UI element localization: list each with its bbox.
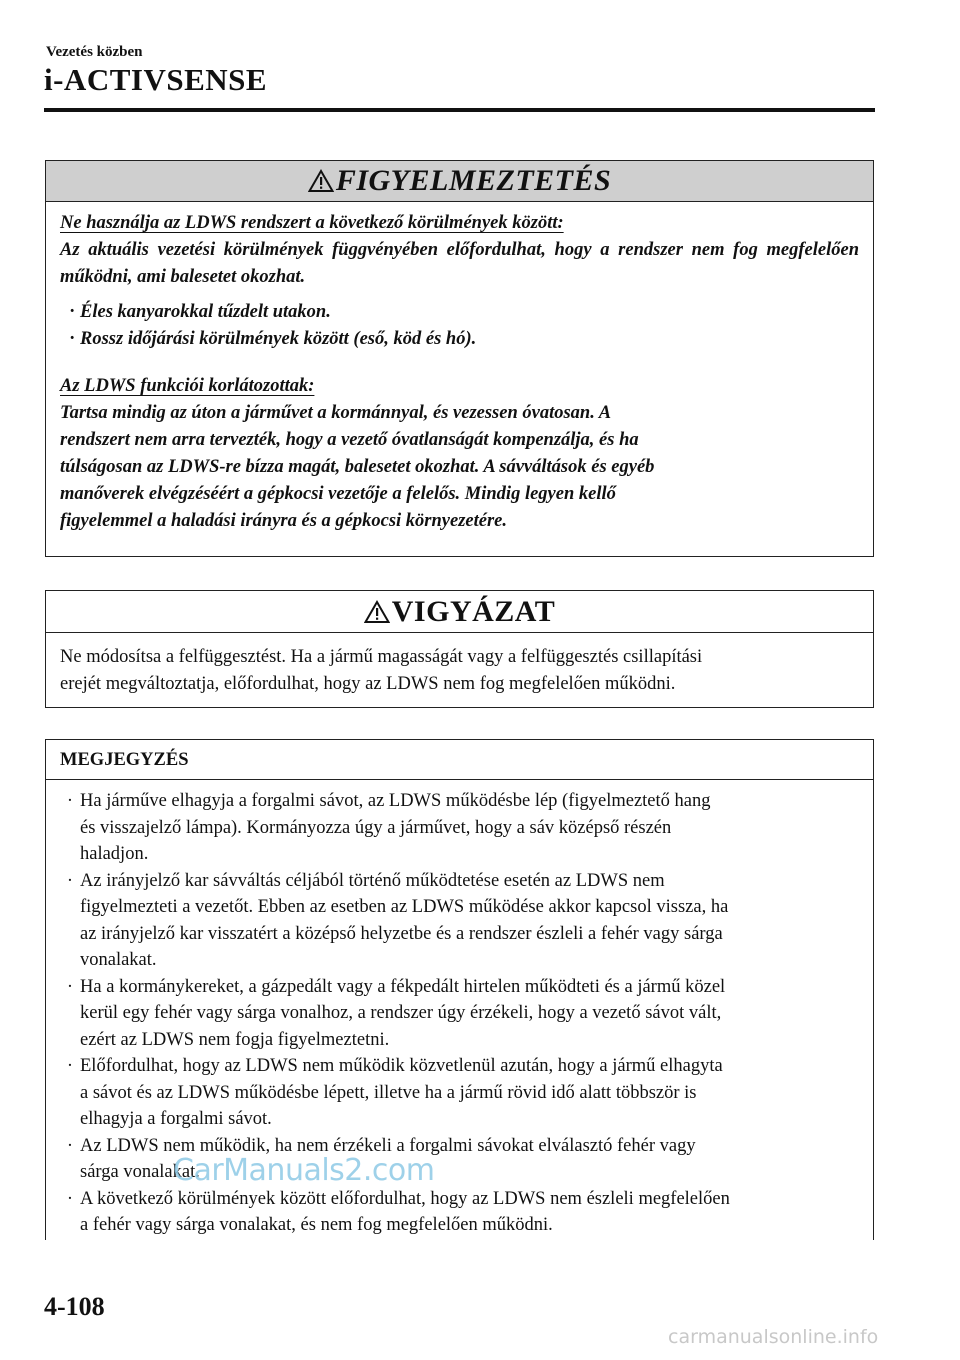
warning-body <box>46 202 873 535</box>
warning-triangle-icon <box>308 169 334 193</box>
warning-text-line: túlságosan az LDWS-re bízza magát, balesetet okozhat. A sávváltások és egyéb <box>60 457 655 477</box>
warning-text-line: figyelemmel a haladási irányra és a gépkocsi környezetére. <box>60 511 508 531</box>
caution-header <box>46 591 873 633</box>
note-title: MEGJEGYZÉS <box>60 750 189 770</box>
caution-triangle-icon <box>364 600 390 624</box>
warning-box <box>45 160 874 557</box>
warning-bullet: · Rossz időjárási körülmények között (eső, köd és hó). <box>69 329 477 349</box>
note-body <box>46 780 873 1239</box>
warning-text-conditions: Az aktuális vezetési körülmények függvényében előfordulhat, hogy a rendszer nem fog megfelelően működni, ami balesetet okozhat. <box>60 240 859 287</box>
note-header <box>46 740 873 780</box>
note-item: · Az LDWS nem működik, ha nem érzékeli a forgalmi sávokat elválasztó fehér vagy sárga vonalakat. <box>66 1135 696 1182</box>
warning-heading-conditions: Ne használja az LDWS rendszert a következő körülmények között: <box>60 213 564 233</box>
note-item: · Ha járműve elhagyja a forgalmi sávot, az LDWS működésbe lép (figyelmeztető hang és visszajelző lámpa). Kormányozza úgy a járművet, hogy a sáv középső részén haladjon. <box>66 791 711 864</box>
note-item: · Ha a kormánykereket, a gázpedált vagy a fékpedált hirtelen működteti és a jármű közel kerül egy fehér vagy sárga vonalhoz, a rendszer úgy érzékeli, hogy a vezető sávot vált, ezért az LDWS nem fogja figyelmeztetni. <box>66 976 726 1050</box>
note-item: · Előfordulhat, hogy az LDWS nem működik közvetlenül azután, hogy a jármű elhagyta a sávot és az LDWS működésbe lépett, illetve ha a jármű rövid idő alatt többször is elhagyja a forgalmi sávot. <box>66 1056 723 1129</box>
watermark-corner: carmanualsonline.info <box>668 1326 879 1348</box>
page-number: 4-108 <box>44 1292 105 1321</box>
warning-text-line: Tartsa mindig az úton a járművet a kormánnyal, és vezessen óvatosan. A <box>60 403 612 423</box>
section-title: i-ACTIVSENSE <box>44 62 268 97</box>
caution-body <box>46 633 873 698</box>
warning-title: FIGYELMEZTETÉS <box>335 164 612 197</box>
note-item: · A következő körülmények között előfordulhat, hogy az LDWS nem észleli megfelelően a fehér vagy sárga vonalakat, és nem fog megfelelően működni. <box>66 1188 730 1235</box>
caution-title: VIGYÁZAT <box>391 595 556 628</box>
note-box <box>45 739 874 1240</box>
title-rule <box>44 108 875 112</box>
warning-text-line: manőverek elvégzéséért a gépkocsi vezetője a felelős. Mindig legyen kellő <box>60 484 616 504</box>
caution-box <box>45 590 874 708</box>
note-item: · Az irányjelző kar sávváltás céljából történő működtetése esetén az LDWS nem figyelmezteti a vezetőt. Ebben az esetben az LDWS működése akkor kapcsol vissza, ha az irányjelző kar visszatért a középső helyzetbe és a rendszer észleli a fehér vagy sárga vonalakat. <box>66 870 729 970</box>
warning-text-line: rendszert nem arra tervezték, hogy a vezető óvatlanságát kompenzálja, és ha <box>60 430 639 450</box>
caution-text-line: erejét megváltoztatja, előfordulhat, hogy az LDWS nem fog megfelelően működni. <box>60 674 676 694</box>
watermark-center: CarManuals2.com <box>173 1153 435 1188</box>
warning-heading-limits: Az LDWS funkciói korlátozottak: <box>60 376 315 396</box>
warning-header <box>46 161 873 202</box>
breadcrumb: Vezetés közben <box>46 44 143 60</box>
caution-text-line: Ne módosítsa a felfüggesztést. Ha a jármű magasságát vagy a felfüggesztés csillapítási <box>60 647 703 667</box>
warning-bullet: · Éles kanyarokkal tűzdelt utakon. <box>69 302 331 322</box>
